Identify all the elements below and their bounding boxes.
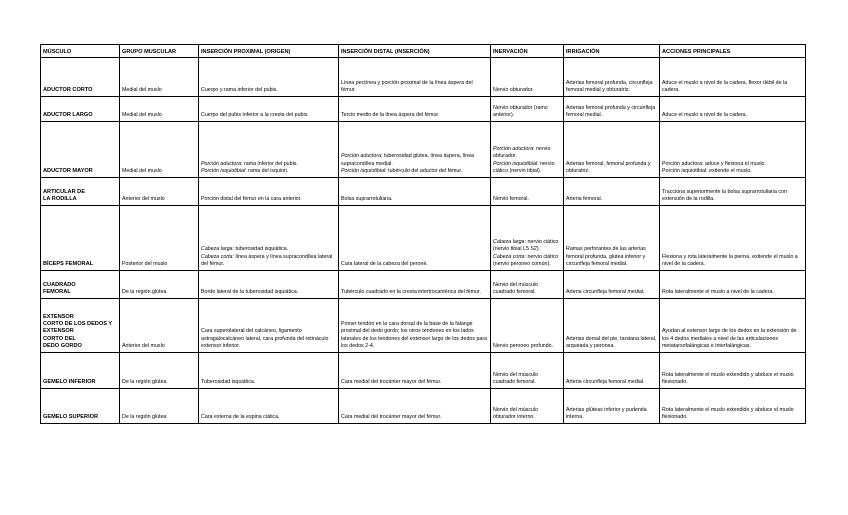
header-inervacion: INERVACIÓN <box>491 45 564 58</box>
cell-grupo: De la región glútea <box>120 271 199 299</box>
cell-grupo: Posterior del muslo <box>120 206 199 271</box>
cell-irrigacion: Arterias dorsal del pie, tarsiana lateral, arqueada y peronea. <box>564 299 660 353</box>
cell-grupo: Anterior del muslo <box>120 299 199 353</box>
label-cabeza-corta: Cabeza corta <box>201 253 233 260</box>
inervacion-cabeza-larga-text: : nervio ciático (nervio tibial L5 S2). <box>493 239 559 253</box>
cell-irrigacion: Arterias femoral profunda, circunfleja femoral medial y obturatriz. <box>564 58 660 97</box>
table-row <box>41 353 806 389</box>
cell-inervacion <box>491 122 564 178</box>
cell-grupo: Medial del muslo <box>120 58 199 97</box>
cell-acciones: Aduce el muslo a nivel de la cadera, flexor débil de la cadera. <box>660 58 806 97</box>
table-row <box>41 389 806 424</box>
cell-musculo: EXTENSOR CORTO DE LOS DEDOS Y EXTENSOR CORTO DEL DEDO GORDO <box>41 299 120 353</box>
cell-grupo: Medial del muslo <box>120 122 199 178</box>
cell-musculo: ARTICULAR DE LA RODILLA <box>41 178 120 206</box>
distal-aductora-text: : tuberosidad glútea, línea áspera, línea supracondílea medial. <box>341 153 475 167</box>
table-row <box>41 58 806 97</box>
cell-acciones: Aduce el muslo a nivel de la cadera. <box>660 97 806 122</box>
cell-distal: Cara medial del trocánter mayor del fémur. <box>339 389 491 424</box>
label-porcion-aductora: Porción aductora <box>493 146 534 153</box>
cell-irrigacion: Arterias glúteas inferior y pudenda interna. <box>564 389 660 424</box>
distal-isquiotibial-text: : tubérculo del aductor del fémur. <box>385 167 463 174</box>
cell-irrigacion: Arteria circunfleja femoral medial. <box>564 271 660 299</box>
cell-irrigacion: Arterias femoral profunda y circunfleja femoral medial. <box>564 97 660 122</box>
cell-musculo: GEMELO SUPERIOR <box>41 389 120 424</box>
cell-distal <box>339 122 491 178</box>
cell-proximal <box>199 122 339 178</box>
cell-musculo: GEMELO INFERIOR <box>41 353 120 389</box>
cell-inervacion: Nervio peroneo profundo. <box>491 299 564 353</box>
cell-proximal: Tuberosidad isquiática. <box>199 353 339 389</box>
header-distal: INSERCIÓN DISTAL (INSERCIÓN) <box>339 45 491 58</box>
header-musculo: MÚSCULO <box>41 45 120 58</box>
cell-acciones: Flexiona y rota lateralmente la pierna, extiende el muslo a nivel de la cadera. <box>660 206 806 271</box>
table-row <box>41 178 806 206</box>
cell-acciones: Porción aductora: aduce y flexiona el muslo. Porción isquiotibial: extiende el muslo. <box>660 122 806 178</box>
table-row <box>41 271 806 299</box>
cell-irrigacion: Arteria femoral. <box>564 178 660 206</box>
header-irrigacion: IRRIGACIÓN <box>564 45 660 58</box>
cell-distal: Línea pectínea y porción proximal de la línea áspera del fémur. <box>339 58 491 97</box>
header-row <box>41 45 806 58</box>
proximal-cabeza-corta-text: : línea áspera y línea supracondílea lateral del fémur. <box>201 253 333 267</box>
inervacion-isquiotibial-text: : nervio ciático (nervio tibial). <box>493 160 555 174</box>
header-acciones: ACCIONES PRINCIPALES <box>660 45 806 58</box>
cell-musculo: CUADRADO FEMORAL <box>41 271 120 299</box>
cell-grupo: Medial del muslo <box>120 97 199 122</box>
cell-proximal: Cuerpo y rama inferior del pubis. <box>199 58 339 97</box>
muscle-table <box>40 44 806 424</box>
cell-proximal: Cara superolateral del calcáneo, ligamento astragalocalcáneo lateral, cara profunda del retináculo extensor inferior. <box>199 299 339 353</box>
cell-inervacion: Nervio del músculo obturador interno. <box>491 389 564 424</box>
cell-acciones: Rota lateralmente el muslo extendido y abduce el muslo flexionado. <box>660 353 806 389</box>
table-row <box>41 299 806 353</box>
label-porcion-isquiotibial: Porción isquiotibial <box>201 167 246 174</box>
table-row <box>41 97 806 122</box>
cell-musculo: BÍCEPS FEMORAL <box>41 206 120 271</box>
cell-acciones: Rota lateralmente el muslo extendido y abduce el muslo flexionado. <box>660 389 806 424</box>
label-cabeza-larga: Cabeza larga <box>493 239 525 246</box>
cell-irrigacion: Arteria circunfleja femoral medial. <box>564 353 660 389</box>
cell-inervacion: Nervio femoral. <box>491 178 564 206</box>
cell-distal: Tubérculo cuadrado en la cresta intertrocantérica del fémur. <box>339 271 491 299</box>
cell-distal: Cara medial del trocánter mayor del fémur. <box>339 353 491 389</box>
proximal-cabeza-larga-text: : tuberosidad isquiática. <box>232 246 289 253</box>
cell-acciones: Ayudan al extensor largo de los dedos en la extensión de los 4 dedos mediales a nivel de las articulaciones metatarsofalángicas e interfalángicas. <box>660 299 806 353</box>
proximal-aductora-text: : rama inferior del pubis. <box>241 160 298 167</box>
proximal-isquiotibial-text: : rama del isquion. <box>245 167 289 174</box>
inervacion-aductora-text: : nervio obturador. <box>493 146 551 160</box>
table-row <box>41 206 806 271</box>
cell-musculo: ADUCTOR LARGO <box>41 97 120 122</box>
cell-proximal: Cuerpo del pubis inferior a la cresta del pubis. <box>199 97 339 122</box>
cell-inervacion: Nervio del músculo cuadrado femoral. <box>491 353 564 389</box>
label-cabeza-corta: Cabeza corta <box>493 253 525 260</box>
cell-inervacion: Nervio obturador (ramo anterior). <box>491 97 564 122</box>
cell-distal: Bolsa suprarrotuliana. <box>339 178 491 206</box>
cell-irrigacion: Arterias femoral, femoral profunda y obturatriz. <box>564 122 660 178</box>
cell-inervacion: Nervio obturador. <box>491 58 564 97</box>
cell-musculo: ADUCTOR MAYOR <box>41 122 120 178</box>
cell-grupo: De la región glútea <box>120 389 199 424</box>
label-porcion-aductora: Porción aductora <box>201 160 242 167</box>
cell-musculo: ADUCTOR CORTO <box>41 58 120 97</box>
cell-proximal: Borde lateral de la tuberosidad isquiática. <box>199 271 339 299</box>
label-porcion-isquiotibial: Porción isquiotibial <box>493 160 538 167</box>
cell-inervacion <box>491 206 564 271</box>
label-cabeza-larga: Cabeza larga <box>201 246 233 253</box>
cell-distal: Tercio medio de la línea áspera del fémur. <box>339 97 491 122</box>
cell-irrigacion: Ramas perforantes de las arterias femoral profunda, glútea inferior y circunfleja femoral medial. <box>564 206 660 271</box>
label-porcion-aductora: Porción aductora <box>341 153 382 160</box>
cell-grupo: Anterior del muslo <box>120 178 199 206</box>
cell-proximal: Porción distal del fémur en la cara anterior. <box>199 178 339 206</box>
table-row <box>41 122 806 178</box>
label-porcion-isquiotibial: Porción isquiotibial <box>341 167 386 174</box>
cell-acciones: Tracciona superiormente la bolsa suprarrotuliana con extensión de la rodilla. <box>660 178 806 206</box>
header-proximal: INSERCIÓN PROXIMAL (ORIGEN) <box>199 45 339 58</box>
cell-distal: Primer tendón en la cara dorsal de la base de la falange proximal del dedo gordo; los otros tendones en los lados laterales de los tendones del extensor largo de los dedos para los dedos 2-4. <box>339 299 491 353</box>
cell-proximal: Cara externa de la espina ciática. <box>199 389 339 424</box>
cell-acciones: Rota lateralmente el muslo a nivel de la cadera. <box>660 271 806 299</box>
cell-distal: Cara lateral de la cabeza del peroné. <box>339 206 491 271</box>
cell-inervacion: Nervio del músculo cuadrado femoral. <box>491 271 564 299</box>
cell-grupo: De la región glútea <box>120 353 199 389</box>
inervacion-cabeza-corta-text: : nervio ciático (nervio peroneo común). <box>493 253 559 267</box>
header-grupo: GRUPO MUSCULAR <box>120 45 199 58</box>
cell-proximal <box>199 206 339 271</box>
